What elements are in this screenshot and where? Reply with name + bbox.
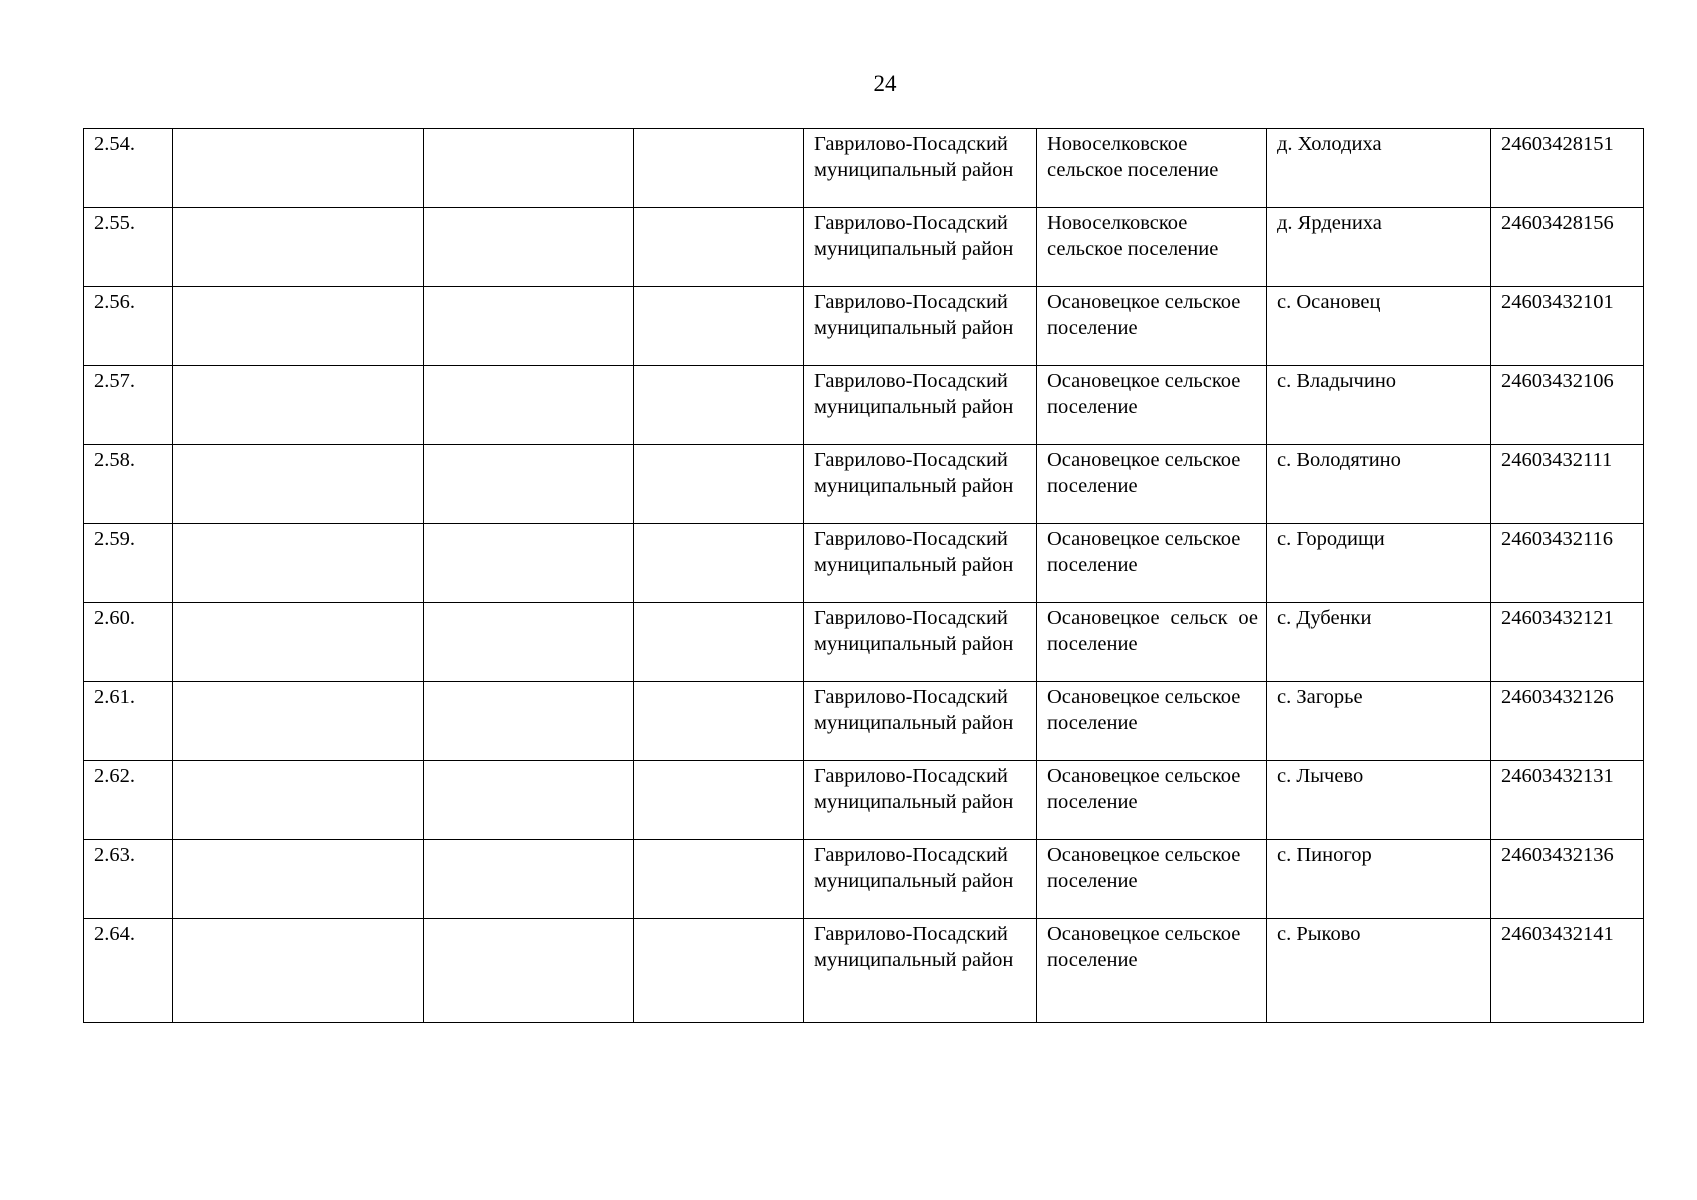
oktmo-code-cell: 24603432126	[1491, 682, 1644, 761]
empty-cell	[424, 129, 634, 208]
oktmo-code-cell: 24603428151	[1491, 129, 1644, 208]
empty-cell	[424, 919, 634, 1023]
row-number: 2.61.	[84, 682, 173, 761]
locality-cell: с. Городищи	[1267, 524, 1491, 603]
empty-cell	[424, 208, 634, 287]
oktmo-code-cell: 24603432106	[1491, 366, 1644, 445]
locality-cell: с. Пиногор	[1267, 840, 1491, 919]
table-row	[84, 840, 1644, 919]
empty-cell	[634, 129, 804, 208]
oktmo-code-cell: 24603432111	[1491, 445, 1644, 524]
empty-cell	[634, 287, 804, 366]
empty-cell	[424, 840, 634, 919]
district-cell: Гаврилово-Посадский муниципальный район	[804, 682, 1037, 761]
district-cell: Гаврилово-Посадский муниципальный район	[804, 603, 1037, 682]
empty-cell	[424, 366, 634, 445]
locality-cell: д. Холодиха	[1267, 129, 1491, 208]
empty-cell	[173, 287, 424, 366]
oktmo-code-cell: 24603432136	[1491, 840, 1644, 919]
row-number: 2.54.	[84, 129, 173, 208]
row-number: 2.58.	[84, 445, 173, 524]
settlement-cell: Осановецкое сельское поселение	[1037, 287, 1267, 366]
empty-cell	[424, 761, 634, 840]
locality-cell: с. Лычево	[1267, 761, 1491, 840]
empty-cell	[424, 287, 634, 366]
district-cell: Гаврилово-Посадский муниципальный район	[804, 761, 1037, 840]
settlement-cell: Осановецкое сельское поселение	[1037, 919, 1267, 1023]
settlements-table	[83, 128, 1644, 1023]
row-number: 2.60.	[84, 603, 173, 682]
settlement-cell: Осановецкое сельское поселение	[1037, 761, 1267, 840]
locality-cell: с. Загорье	[1267, 682, 1491, 761]
empty-cell	[634, 445, 804, 524]
district-cell: Гаврилово-Посадский муниципальный район	[804, 208, 1037, 287]
table-row	[84, 287, 1644, 366]
empty-cell	[634, 524, 804, 603]
empty-cell	[173, 445, 424, 524]
empty-cell	[424, 603, 634, 682]
locality-cell: д. Ярдениха	[1267, 208, 1491, 287]
locality-cell: с. Рыково	[1267, 919, 1491, 1023]
settlement-cell: Осановецкое сельское поселение	[1037, 682, 1267, 761]
oktmo-code-cell: 24603432101	[1491, 287, 1644, 366]
table-row	[84, 208, 1644, 287]
oktmo-code-cell: 24603428156	[1491, 208, 1644, 287]
table-row	[84, 682, 1644, 761]
locality-cell: с. Дубенки	[1267, 603, 1491, 682]
empty-cell	[173, 919, 424, 1023]
oktmo-code-cell: 24603432141	[1491, 919, 1644, 1023]
district-cell: Гаврилово-Посадский муниципальный район	[804, 129, 1037, 208]
empty-cell	[634, 682, 804, 761]
empty-cell	[424, 524, 634, 603]
district-cell: Гаврилово-Посадский муниципальный район	[804, 366, 1037, 445]
settlement-cell: Новоселковское сельское поселение	[1037, 129, 1267, 208]
settlement-cell: Новоселковское сельское поселение	[1037, 208, 1267, 287]
empty-cell	[424, 682, 634, 761]
empty-cell	[173, 603, 424, 682]
oktmo-code-cell: 24603432121	[1491, 603, 1644, 682]
empty-cell	[173, 761, 424, 840]
empty-cell	[634, 840, 804, 919]
empty-cell	[634, 761, 804, 840]
district-cell: Гаврилово-Посадский муниципальный район	[804, 287, 1037, 366]
locality-cell: с. Владычино	[1267, 366, 1491, 445]
row-number: 2.62.	[84, 761, 173, 840]
locality-cell: с. Володятино	[1267, 445, 1491, 524]
settlement-cell: Осановецкое сельск ое поселение	[1037, 603, 1267, 682]
settlement-cell: Осановецкое сельское поселение	[1037, 366, 1267, 445]
district-cell: Гаврилово-Посадский муниципальный район	[804, 919, 1037, 1023]
empty-cell	[634, 208, 804, 287]
oktmo-code-cell: 24603432116	[1491, 524, 1644, 603]
row-number: 2.57.	[84, 366, 173, 445]
empty-cell	[634, 919, 804, 1023]
settlement-cell: Осановецкое сельское поселение	[1037, 445, 1267, 524]
table-row	[84, 919, 1644, 1023]
row-number: 2.56.	[84, 287, 173, 366]
oktmo-code-cell: 24603432131	[1491, 761, 1644, 840]
district-cell: Гаврилово-Посадский муниципальный район	[804, 840, 1037, 919]
table-row	[84, 524, 1644, 603]
row-number: 2.59.	[84, 524, 173, 603]
table-row	[84, 761, 1644, 840]
district-cell: Гаврилово-Посадский муниципальный район	[804, 524, 1037, 603]
empty-cell	[173, 208, 424, 287]
empty-cell	[173, 366, 424, 445]
row-number: 2.55.	[84, 208, 173, 287]
empty-cell	[173, 129, 424, 208]
table-row	[84, 129, 1644, 208]
district-cell: Гаврилово-Посадский муниципальный район	[804, 445, 1037, 524]
empty-cell	[173, 840, 424, 919]
locality-cell: с. Осановец	[1267, 287, 1491, 366]
row-number: 2.64.	[84, 919, 173, 1023]
row-number: 2.63.	[84, 840, 173, 919]
table-row	[84, 366, 1644, 445]
empty-cell	[173, 524, 424, 603]
empty-cell	[634, 366, 804, 445]
settlement-cell: Осановецкое сельское поселение	[1037, 524, 1267, 603]
settlement-cell: Осановецкое сельское поселение	[1037, 840, 1267, 919]
table-row	[84, 445, 1644, 524]
page-number: 24	[873, 71, 897, 96]
empty-cell	[173, 682, 424, 761]
table-row	[84, 603, 1644, 682]
empty-cell	[634, 603, 804, 682]
empty-cell	[424, 445, 634, 524]
table-body	[84, 129, 1644, 1023]
